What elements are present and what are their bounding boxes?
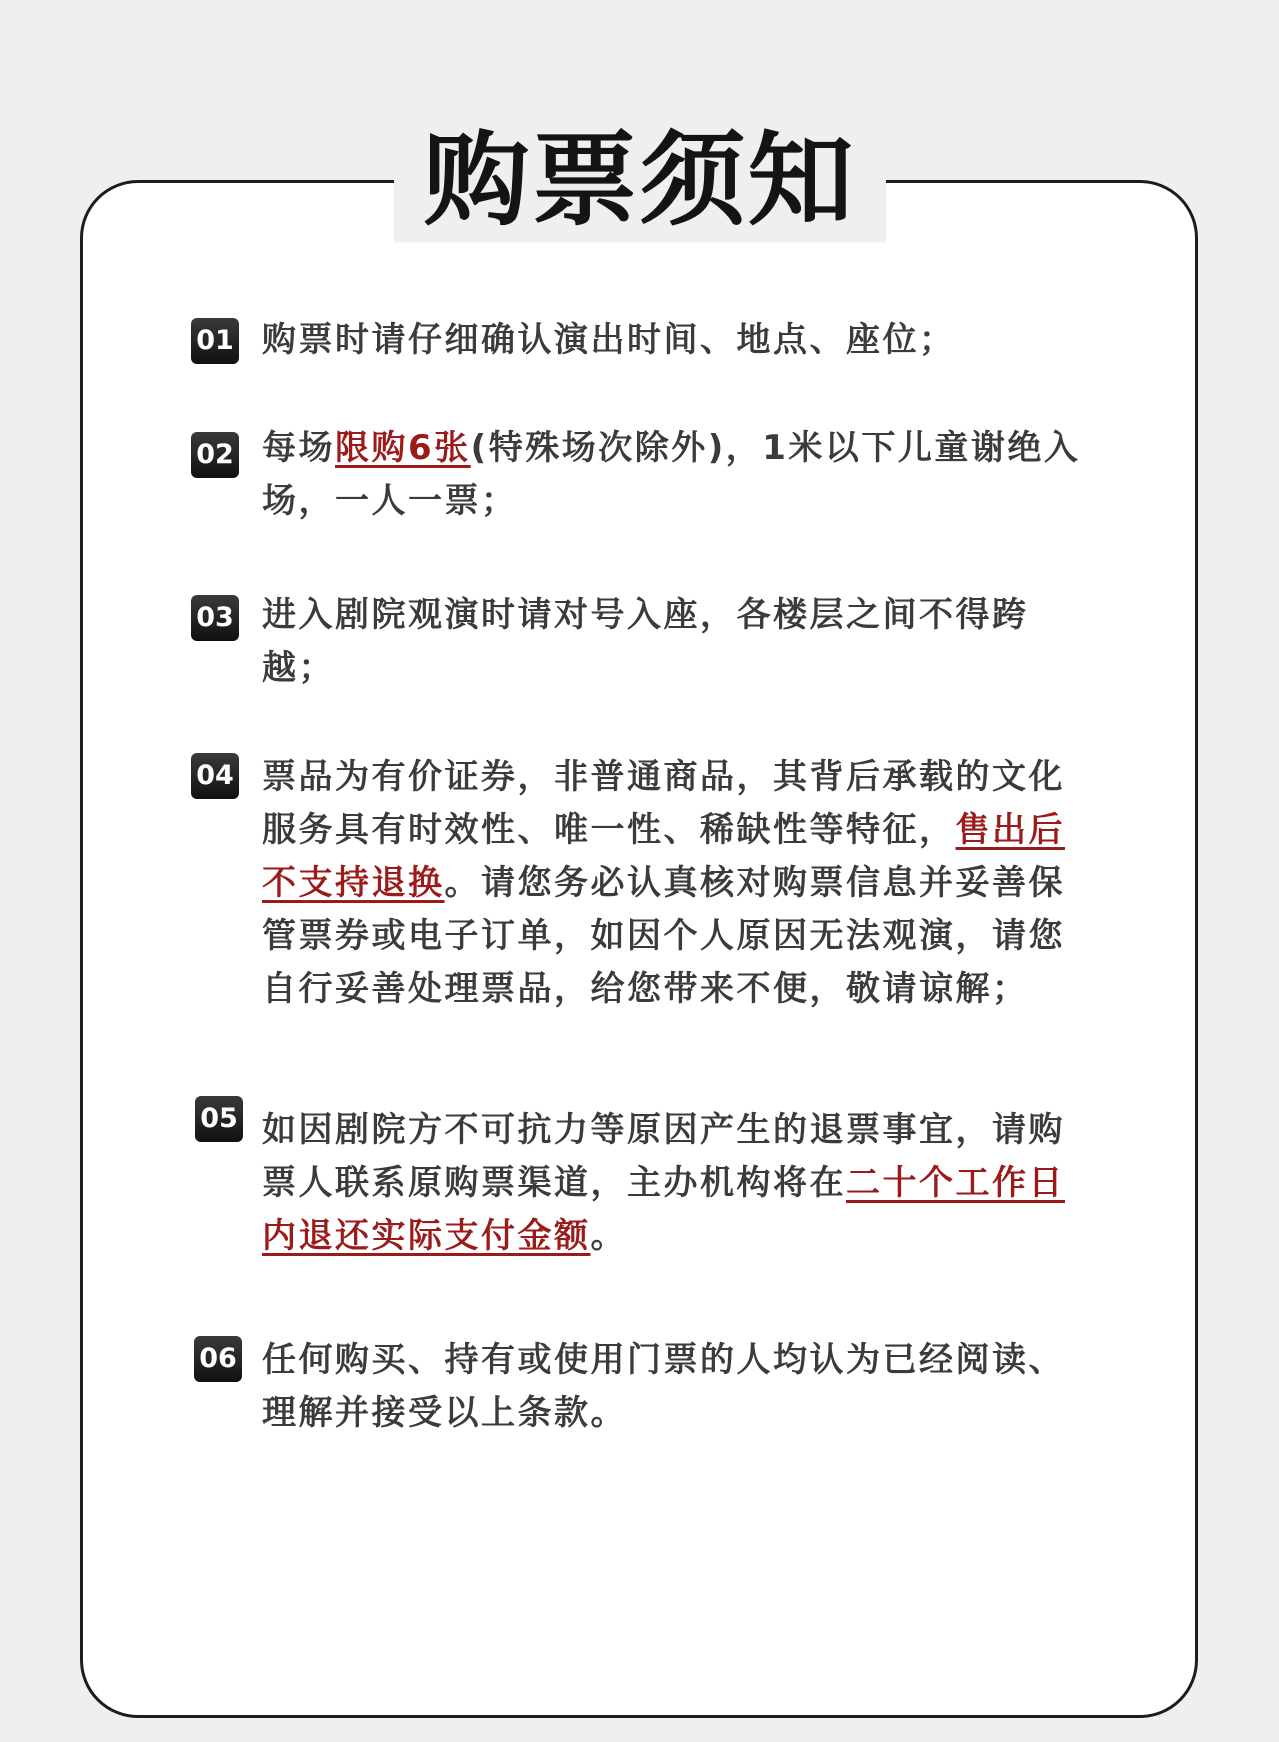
item-text-segment: (特殊场次除外)，1米以下儿童谢绝入场，一人一票； <box>262 428 1081 521</box>
item-text <box>262 422 1092 528</box>
item-number-badge: 01 <box>191 318 239 364</box>
item-text-segment: 每场 <box>262 428 335 468</box>
item-text-segment: 进入剧院观演时请对号入座，各楼层之间不得跨越； <box>262 595 1029 688</box>
item-text <box>262 1334 1092 1440</box>
item-text-segment: 票品为有价证券，非普通商品，其背后承载的文化服务具有时效性、唯一性、稀缺性等特征， <box>262 757 1065 850</box>
item-text-segment: 如因剧院方不可抗力等原因产生的退票事宜，请购票人联系原购票渠道，主办机构将在 <box>262 1110 1065 1203</box>
highlight-text: 限购6张 <box>335 428 471 468</box>
item-text-segment: 购票时请仔细确认演出时间、地点、座位； <box>262 320 956 360</box>
item-text-segment: 任何购买、持有或使用门票的人均认为已经阅读、理解并接受以上条款。 <box>262 1340 1065 1433</box>
item-text-segment: 。 <box>590 1216 627 1256</box>
title-container <box>0 115 1279 245</box>
item-text <box>262 1104 1092 1263</box>
item-text <box>262 314 1092 367</box>
item-text <box>262 589 1092 695</box>
item-text-segment: 。请您务必认真核对购票信息并妥善保管票券或电子订单，如因个人原因无法观演，请您自行妥善处理票品，给您带来不便，敬请谅解； <box>262 863 1065 1009</box>
highlight-text: 二十个工作日内退还实际支付金额 <box>262 1163 1065 1256</box>
item-number-badge: 04 <box>191 753 239 799</box>
item-number-badge: 03 <box>191 595 239 641</box>
item-number-badge: 02 <box>191 432 239 478</box>
item-number-badge: 06 <box>194 1336 242 1382</box>
highlight-text: 售出后不支持退换 <box>262 810 1065 903</box>
item-text <box>262 751 1092 1016</box>
page-title: 购票须知 <box>394 118 886 243</box>
item-number-badge: 05 <box>195 1096 243 1142</box>
